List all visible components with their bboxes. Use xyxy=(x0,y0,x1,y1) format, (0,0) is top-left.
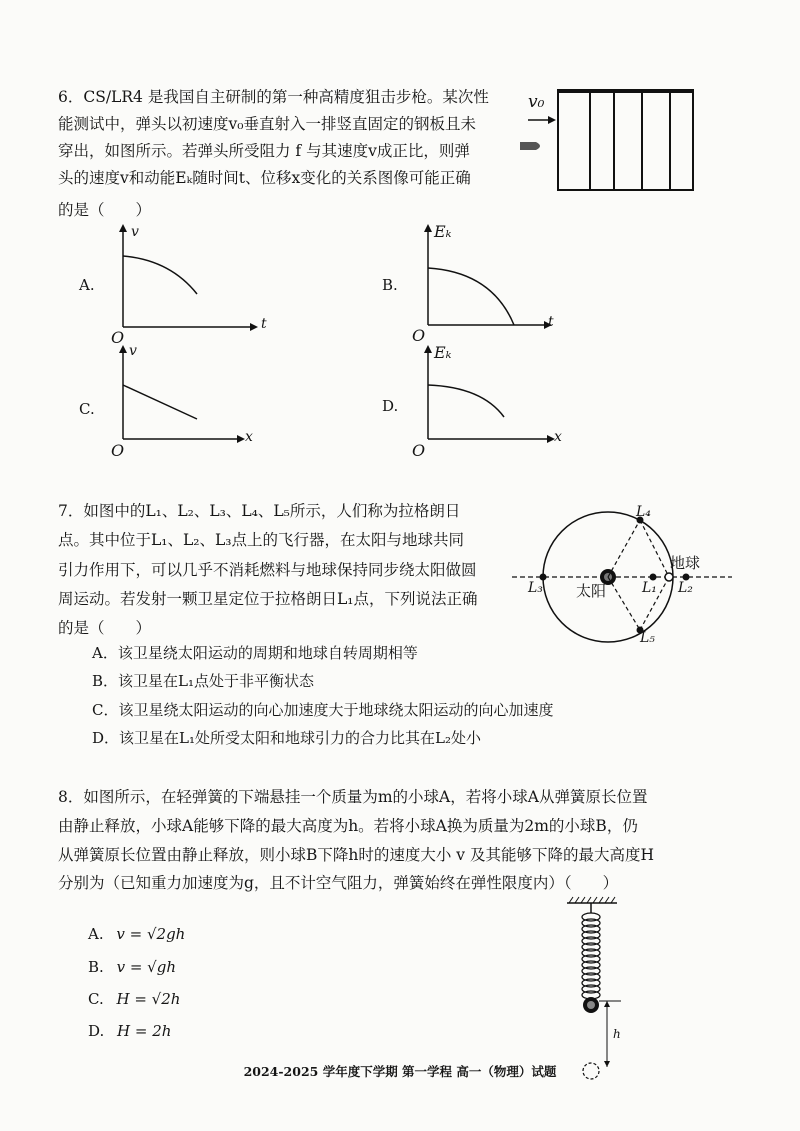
q8-option-d xyxy=(88,1020,171,1042)
q8-option-d-letter: D. xyxy=(88,1022,105,1040)
graph-c-origin: O xyxy=(111,441,125,460)
graph-b-ylabel: Eₖ xyxy=(434,222,452,241)
graph-a-xlabel: t xyxy=(261,316,267,332)
graph-d-origin: O xyxy=(412,441,426,460)
v0-label: v₀ xyxy=(528,92,545,112)
graph-b-origin: O xyxy=(412,326,426,345)
graph-d-ylabel: Eₖ xyxy=(434,343,452,362)
q7-option-d: D．该卫星在L₁处所受太阳和地球引力的合力比其在L₂处小 xyxy=(92,729,481,747)
graph-d-xlabel: x xyxy=(554,429,562,445)
graph-c-ylabel: v xyxy=(129,343,137,359)
q8-line-4: 分别为（已知重力加速度为g，且不计空气阻力，弹簧始终在弹性限度内）（ ） xyxy=(58,874,619,892)
q8-option-d-expr: H = 2h xyxy=(117,1022,172,1040)
label-l1: L₁ xyxy=(642,580,657,596)
q7-line-1: 7．如图中的L₁、L₂、L₃、L₄、L₅所示，人们称为拉格朗日 xyxy=(58,502,461,520)
q7-option-a: A．该卫星绕太阳运动的周期和地球自转周期相等 xyxy=(92,644,418,662)
graph-a-ylabel: v xyxy=(131,224,139,240)
q8-option-c xyxy=(88,988,180,1010)
label-l4: L₄ xyxy=(636,504,651,520)
graph-b xyxy=(382,222,582,357)
spring-h-label: h xyxy=(613,1027,621,1041)
label-earth: 地球 xyxy=(670,554,701,572)
graph-a xyxy=(75,222,275,357)
page-footer: 2024-2025 学年度下学期 第一学程 高一（物理）试题 xyxy=(243,1064,557,1079)
q6-line-2: 能测试中，弹头以初速度v₀垂直射入一排竖直固定的钢板且未 xyxy=(58,115,476,133)
q7-option-b: B．该卫星在L₁点处于非平衡状态 xyxy=(92,672,314,690)
graph-c-xlabel: x xyxy=(245,429,253,445)
steel-plates-figure xyxy=(510,82,700,197)
graph-b-xlabel: t xyxy=(548,314,554,330)
label-l3: L₃ xyxy=(528,580,543,596)
lagrange-figure xyxy=(510,500,740,650)
q7-line-5: 的是（ ） xyxy=(58,619,152,637)
q8-option-a-letter: A. xyxy=(88,925,104,943)
q6-line-4: 头的速度v和动能Eₖ随时间t、位移x变化的关系图像可能正确 xyxy=(58,169,471,187)
q8-line-2: 由静止释放，小球A能够下降的最大高度为h。若将小球A换为质量为2m的小球B，仍 xyxy=(58,817,638,835)
q6-line-1: 6．CS/LR4 是我国自主研制的第一种高精度狙击步枪。某次性 xyxy=(58,88,489,106)
q7-option-c: C．该卫星绕太阳运动的向心加速度大于地球绕太阳运动的向心加速度 xyxy=(92,701,554,719)
q8-line-3: 从弹簧原长位置由静止释放，则小球B下降h时的速度大小 v 及其能够下降的最大高度H xyxy=(58,846,655,864)
option-b-letter: B. xyxy=(382,276,398,294)
option-a-letter: A. xyxy=(79,276,95,294)
q8-option-a xyxy=(88,923,185,945)
q6-line-5: 的是（ ） xyxy=(58,201,152,219)
q8-option-b-expr: v = √gh xyxy=(116,958,176,976)
q8-option-b xyxy=(88,956,176,978)
graph-d xyxy=(382,343,582,463)
graph-c xyxy=(75,343,275,463)
q7-line-4: 周运动。若发射一颗卫星定位于拉格朗日L₁点，下列说法正确 xyxy=(58,590,478,608)
option-d-letter: D. xyxy=(382,397,399,415)
q8-line-1: 8．如图所示，在轻弹簧的下端悬挂一个质量为m的小球A，若将小球A从弹簧原长位置 xyxy=(58,788,648,806)
q8-option-b-letter: B. xyxy=(88,958,104,976)
label-l2: L₂ xyxy=(678,580,693,596)
q7-line-2: 点。其中位于L₁、L₂、L₃点上的飞行器，在太阳与地球共同 xyxy=(58,531,465,549)
q6-line-3: 穿出，如图所示。若弹头所受阻力 f 与其速度v成正比，则弹 xyxy=(58,142,470,160)
label-l5: L₅ xyxy=(640,630,655,646)
label-sun: 太阳 xyxy=(576,582,607,600)
spring-figure xyxy=(555,895,645,1085)
q7-line-3: 引力作用下，可以几乎不消耗燃料与地球保持同步绕太阳做圆 xyxy=(58,561,477,579)
graph-a-origin: O xyxy=(111,328,125,347)
q8-option-c-letter: C. xyxy=(88,990,104,1008)
option-c-letter: C. xyxy=(79,400,95,418)
q8-option-c-expr: H = √2h xyxy=(116,990,181,1008)
q8-option-a-expr: v = √2gh xyxy=(116,925,186,943)
